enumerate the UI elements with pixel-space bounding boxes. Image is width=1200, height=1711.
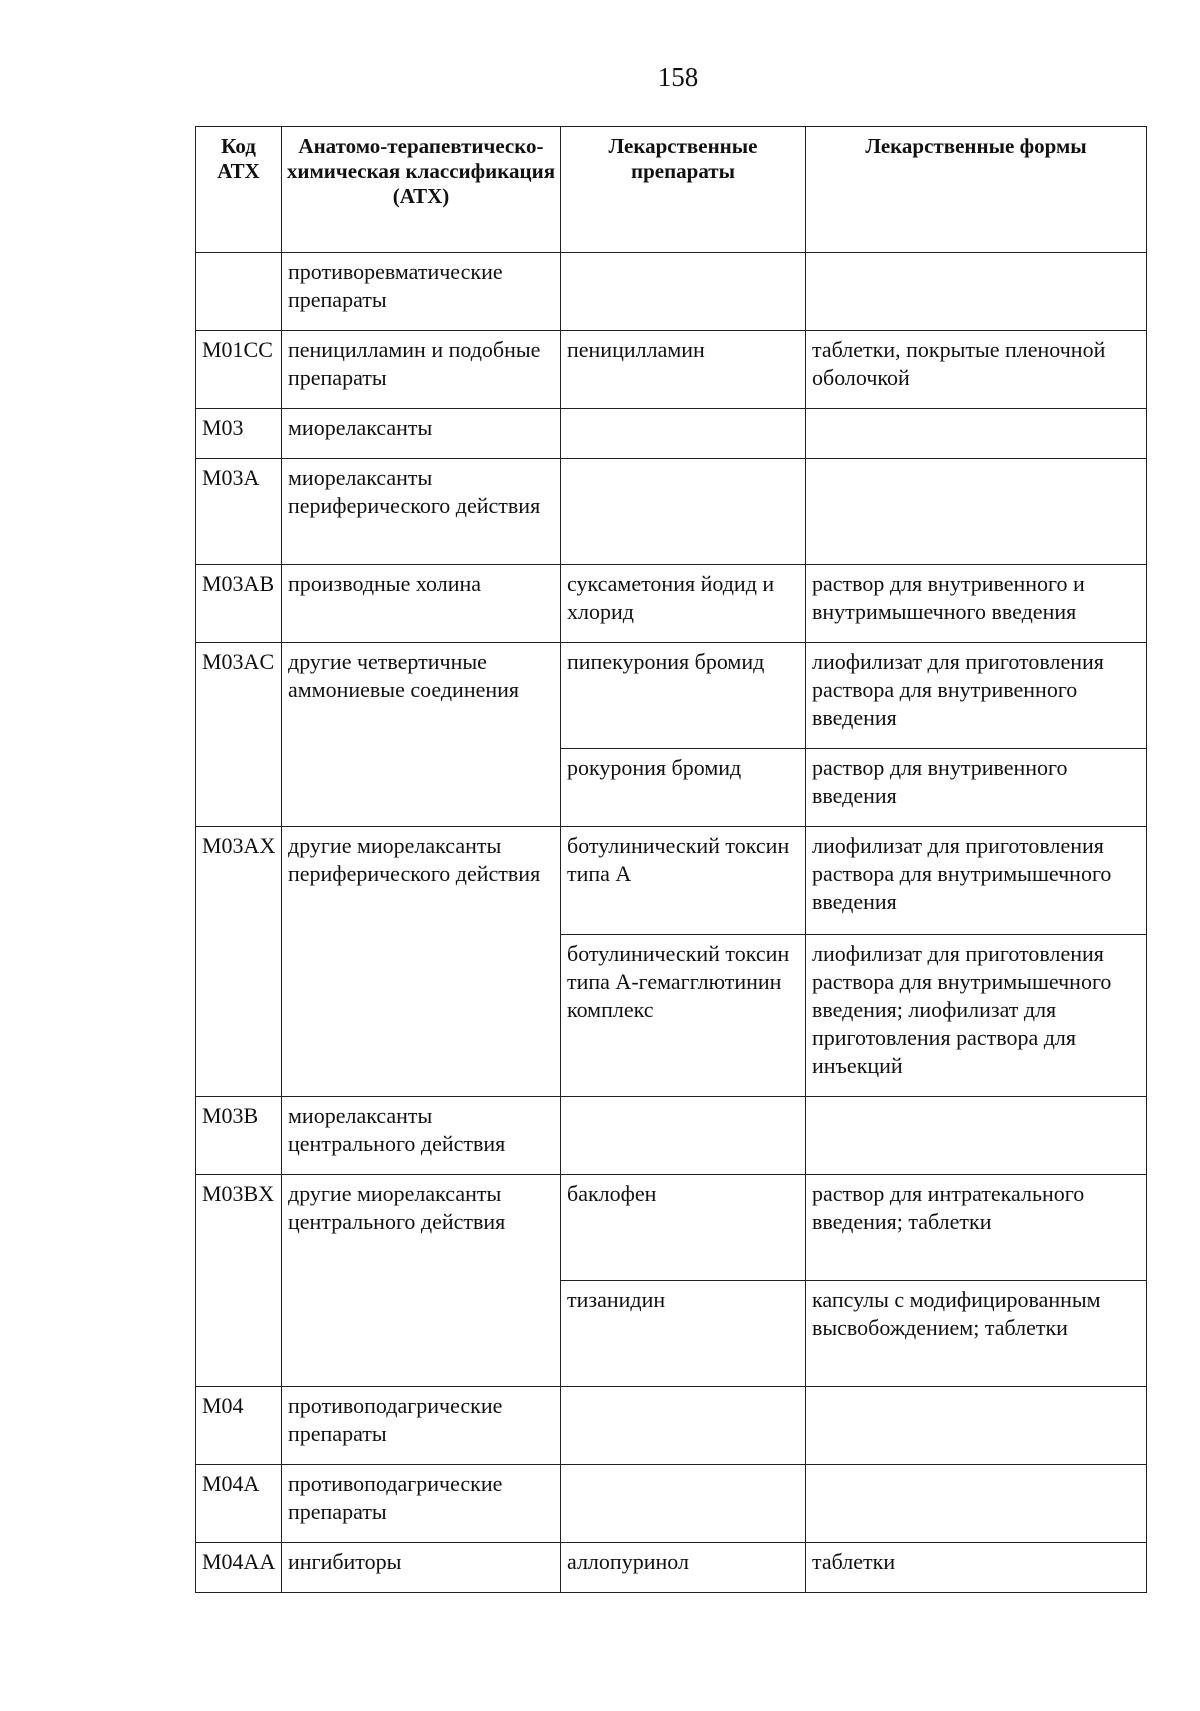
table-row — [196, 1175, 1147, 1281]
table-row — [196, 1465, 1147, 1543]
classification-cell: противоревматические препараты — [282, 253, 561, 331]
classification-cell: пеницилламин и подобные препараты — [282, 331, 561, 409]
code-cell: M01CC — [196, 331, 282, 409]
code-cell: M03AB — [196, 565, 282, 643]
form-cell — [806, 253, 1147, 331]
table-row — [196, 253, 1147, 331]
header-drugs: Лекарственные препараты — [561, 127, 806, 253]
drug-cell: пеницилламин — [561, 331, 806, 409]
drug-cell — [561, 409, 806, 459]
form-cell: раствор для внутривенного введения — [806, 749, 1147, 827]
form-cell: капсулы с модифицированным высвобождением; таблетки — [806, 1281, 1147, 1387]
classification-cell: противоподагрические препараты — [282, 1465, 561, 1543]
header-forms: Лекарственные формы — [806, 127, 1147, 253]
form-cell — [806, 1465, 1147, 1543]
form-cell: лиофилизат для приготовления раствора для внутривенного введения — [806, 643, 1147, 749]
code-cell: M04A — [196, 1465, 282, 1543]
form-cell: таблетки — [806, 1543, 1147, 1593]
code-cell — [196, 253, 282, 331]
drug-cell: баклофен — [561, 1175, 806, 1281]
table-row — [196, 643, 1147, 749]
drug-cell — [561, 253, 806, 331]
drug-cell: ботулинический токсин типа А — [561, 827, 806, 935]
classification-cell: ингибиторы — [282, 1543, 561, 1593]
atx-table — [195, 126, 1147, 1593]
drug-cell: тизанидин — [561, 1281, 806, 1387]
table-row — [196, 1543, 1147, 1593]
form-cell — [806, 1387, 1147, 1465]
classification-cell: другие миорелаксанты периферического действия — [282, 827, 561, 1097]
classification-cell: другие четвертичные аммониевые соединения — [282, 643, 561, 827]
classification-cell: другие миорелаксанты центрального действия — [282, 1175, 561, 1387]
drug-cell — [561, 459, 806, 565]
classification-cell: миорелаксанты периферического действия — [282, 459, 561, 565]
table-row — [196, 331, 1147, 409]
table-header-row — [196, 127, 1147, 253]
code-cell: M03 — [196, 409, 282, 459]
table-row — [196, 409, 1147, 459]
classification-cell: противоподагрические препараты — [282, 1387, 561, 1465]
table-row — [196, 565, 1147, 643]
drug-cell: рокурония бромид — [561, 749, 806, 827]
code-cell: M03AC — [196, 643, 282, 827]
header-code: Код АТХ — [196, 127, 282, 253]
table-row — [196, 1097, 1147, 1175]
form-cell: таблетки, покрытые пленочной оболочкой — [806, 331, 1147, 409]
drug-cell — [561, 1465, 806, 1543]
classification-cell: производные холина — [282, 565, 561, 643]
form-cell: лиофилизат для приготовления раствора для внутримышечного введения; лиофилизат для приготовления раствора для инъекций — [806, 935, 1147, 1097]
page-number: 158 — [657, 62, 699, 92]
form-cell — [806, 409, 1147, 459]
code-cell: M03A — [196, 459, 282, 565]
drug-cell — [561, 1387, 806, 1465]
classification-cell: миорелаксанты центрального действия — [282, 1097, 561, 1175]
table-row — [196, 459, 1147, 565]
form-cell — [806, 459, 1147, 565]
code-cell: M03AX — [196, 827, 282, 1097]
drug-cell: ботулинический токсин типа А-гемагглютинин комплекс — [561, 935, 806, 1097]
drug-cell: аллопуринол — [561, 1543, 806, 1593]
form-cell: раствор для внутривенного и внутримышечного введения — [806, 565, 1147, 643]
form-cell: лиофилизат для приготовления раствора для внутримышечного введения — [806, 827, 1147, 935]
form-cell — [806, 1097, 1147, 1175]
drug-cell: суксаметония йодид и хлорид — [561, 565, 806, 643]
code-cell: M03BX — [196, 1175, 282, 1387]
code-cell: M03B — [196, 1097, 282, 1175]
drug-cell — [561, 1097, 806, 1175]
code-cell: M04 — [196, 1387, 282, 1465]
header-classification: Анатомо-терапевтическо-химическая классификация (АТХ) — [282, 127, 561, 253]
table-row — [196, 1387, 1147, 1465]
code-cell: M04AA — [196, 1543, 282, 1593]
drug-cell: пипекурония бромид — [561, 643, 806, 749]
table-row — [196, 827, 1147, 935]
form-cell: раствор для интратекального введения; таблетки — [806, 1175, 1147, 1281]
classification-cell: миорелаксанты — [282, 409, 561, 459]
